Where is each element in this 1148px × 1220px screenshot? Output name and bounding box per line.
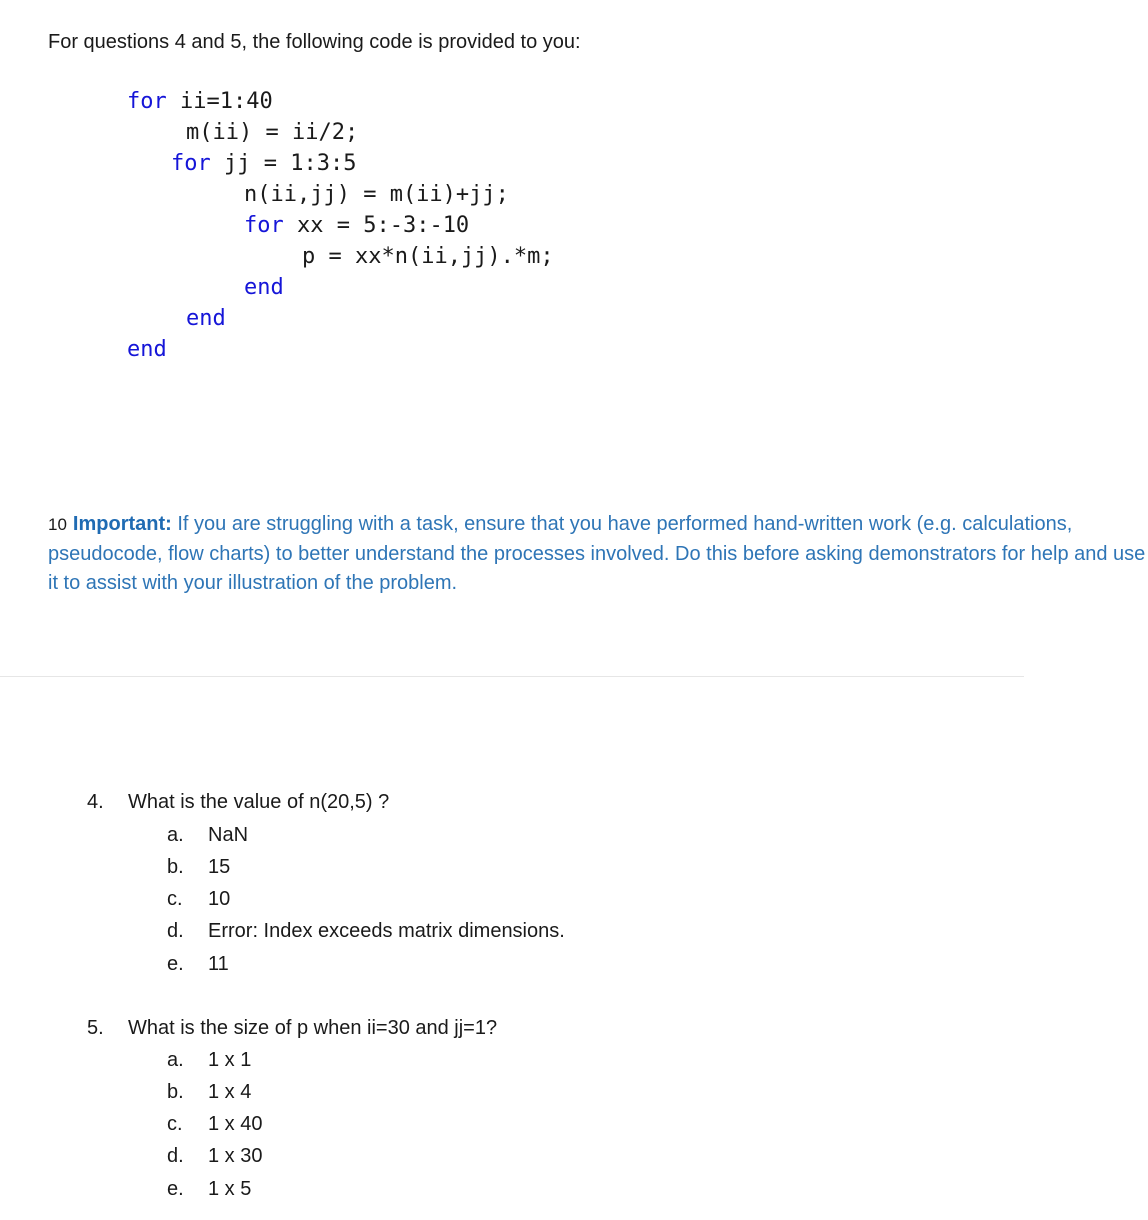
code-keyword: for <box>244 213 284 238</box>
option-text: 15 <box>208 856 231 878</box>
code-line-5 <box>244 210 469 241</box>
note-number: 10 <box>48 515 67 534</box>
code-line-7: end <box>244 275 284 300</box>
code-line-9: end <box>127 337 167 362</box>
code-line-1 <box>127 86 273 117</box>
question-number: 4. <box>87 791 104 813</box>
option-text: Error: Index exceeds matrix dimensions. <box>208 920 565 942</box>
option-letter: d. <box>167 920 184 942</box>
note-text: If you are struggling with a task, ensure that you have performed hand-written work (e.g. calculations, pseudocode, flow charts) to better understand the processes involved. Do this before asking demonstrators for help and use it to assist with your illustration of the problem. <box>48 513 1146 594</box>
code-keyword: for <box>127 89 167 114</box>
code-line-2: m(ii) = ii/2; <box>186 120 359 145</box>
option-letter: e. <box>167 1178 184 1200</box>
intro-text: For questions 4 and 5, the following code is provided to you: <box>48 31 581 53</box>
option-text: 10 <box>208 888 231 910</box>
question-text: What is the size of p when ii=30 and jj=1? <box>128 1017 498 1039</box>
option-text: 1 x 4 <box>208 1081 252 1103</box>
question-text: What is the value of n(20,5) ? <box>128 791 390 813</box>
option-letter: c. <box>167 1113 183 1135</box>
option-letter: b. <box>167 856 184 878</box>
code-text: xx = 5:-3:-10 <box>283 213 470 238</box>
option-letter: c. <box>167 888 183 910</box>
code-line-8: end <box>186 306 226 331</box>
option-letter: a. <box>167 1049 184 1071</box>
code-line-3 <box>171 148 356 179</box>
option-text: 11 <box>208 953 229 975</box>
question-number: 5. <box>87 1017 104 1039</box>
code-line-4: n(ii,jj) = m(ii)+jj; <box>244 182 509 207</box>
page-divider <box>0 676 1024 677</box>
option-text: 1 x 30 <box>208 1145 263 1167</box>
option-text: 1 x 40 <box>208 1113 263 1135</box>
option-letter: e. <box>167 953 184 975</box>
code-keyword: for <box>171 151 211 176</box>
code-text: ii=1:40 <box>166 89 273 114</box>
option-text: NaN <box>208 824 249 846</box>
option-text: 1 x 5 <box>208 1178 252 1200</box>
important-note <box>48 510 1148 599</box>
option-letter: d. <box>167 1145 184 1167</box>
note-label: Important: <box>72 513 172 535</box>
code-text: jj = 1:3:5 <box>210 151 357 176</box>
option-letter: a. <box>167 824 184 846</box>
code-line-6: p = xx*n(ii,jj).*m; <box>302 244 554 269</box>
option-letter: b. <box>167 1081 184 1103</box>
option-text: 1 x 1 <box>208 1049 252 1071</box>
